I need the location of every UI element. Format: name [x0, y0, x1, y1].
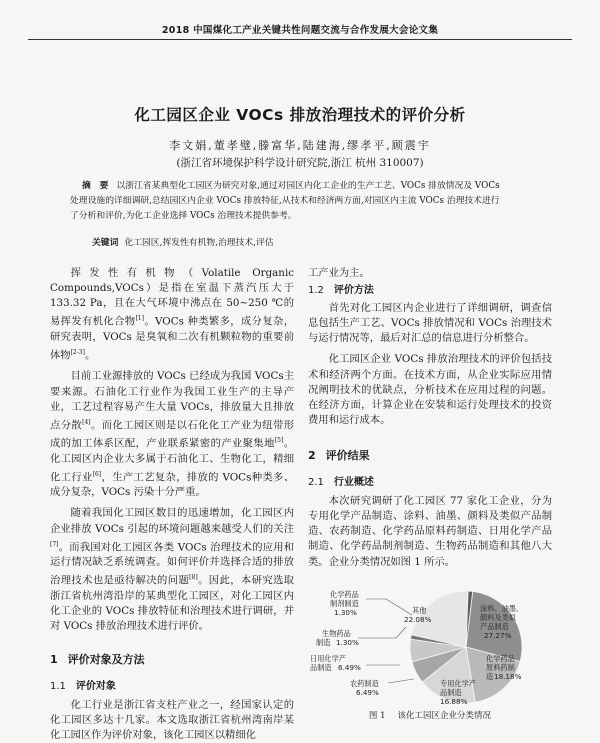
- label-pesticide: 农药制造: [350, 679, 379, 688]
- leader-pesticide: [388, 679, 414, 683]
- paragraph-object: 化工行业是浙江省支柱产业之一，经国家认定的化工园区多达十几家。本文选取浙江省杭州湾南岸某化工园区作为评价对象，该化工园区以精细化: [50, 699, 295, 742]
- label-coatings-3: 产品制造: [480, 622, 509, 631]
- leader-bio: [358, 627, 406, 638]
- label-special-pct: 16.88%: [440, 697, 468, 705]
- label-pesticide-pct: 6.49%: [356, 688, 379, 697]
- left-column: [50, 266, 294, 743]
- paragraph-continued: 工产业为主。: [308, 267, 370, 279]
- label-coatings-2: 颜料及类似: [480, 613, 516, 622]
- caption-text: 该化工园区企业分类情况: [397, 711, 492, 721]
- paragraph-motivation: 随着我国化工园区数目的迅速增加，化工园区内企业排放 VOCs 引起的环境问题越来越受人们的关注[7]。而我国对化工园区各类 VOCs 治理技术的应用和运行情况缺乏系统调查。如何评价并选择合适的排放治理技术也是亟待解决的问题[8]。因此，本研究选取浙江省杭州湾沿岸的某典型化工园区，对化工园区内化工企业的 VOCs 排放特征和治理技术进行调研，并对 VOCs 排放治理技术进行评价。: [50, 507, 295, 632]
- abstract-text: 以浙江省某典型化工园区为研究对象,通过对园区内化工企业的生产工艺、VOCs 排放情况及 VOCs: [116, 181, 500, 191]
- label-daily-1: 日用化学产: [310, 654, 346, 663]
- abstract-line-2: 处理设施的详细调研,总结园区内企业 VOCs 排放特征,从技术和经济两方面,对园区内主流 VOCs 治理技术进行: [70, 196, 500, 206]
- abstract: [70, 179, 532, 224]
- label-prep-pct: 1.30%: [334, 608, 357, 617]
- label-api-pct: 18.18%: [494, 672, 522, 681]
- label-prep-1: 化学药品: [330, 590, 359, 599]
- label-bio-1: 生物药品: [322, 629, 351, 638]
- paper-title: 化工园区企业 VOCs 排放治理技术的评价分析: [134, 106, 466, 124]
- paragraph-overview: 本次研究调研了化工园区 77 家化工企业，分为专用化学产品制造、涂料、油墨、颜料及类似产品制造、农药制造、化学药品原料药制造、日用化学产品制造、化学药品制剂制造、生物药品制造和其他八大类。企业分类情况如图 1 所示。: [308, 495, 553, 568]
- figure-1-caption: [308, 709, 552, 721]
- section-heading-2-1: 2.1 行业概述: [308, 477, 374, 489]
- label-api-3: 造: [486, 672, 494, 681]
- label-bio-2: 制造: [316, 638, 331, 647]
- label-prep-2: 制剂制造: [330, 599, 359, 608]
- label-other-pct: 22.08%: [404, 615, 432, 624]
- paragraph-intro: 挥发性有机物（Volatile Organic Compounds,VOCs）是指在室温下蒸汽压大于 133.32 Pa，且在大气环境中沸点在 50~250 ℃的易挥发有机化合物[1]。VOCs 种类繁多，成分复杂，研究表明，VOCs 是臭氧和二次有机颗粒物的重要前体物[2-3]。: [50, 267, 295, 362]
- abstract-label: 摘 要: [82, 181, 109, 191]
- label-special-2: 品制造: [440, 688, 462, 697]
- right-column: [308, 266, 552, 570]
- header-rule: [28, 39, 572, 40]
- figure-1-pie-chart: [308, 583, 552, 705]
- section-heading-2: 2 评价结果: [308, 448, 370, 462]
- paragraph-method-1: 首先对化工园区内企业进行了详细调研，调查信息包括生产工艺、VOCs 排放情况和 VOCs 治理技术与运行情况等，最后对汇总的信息进行分析整合。: [308, 302, 552, 345]
- running-head: 2018 中国煤化工产业关键共性问题交流与合作发展大会论文集: [161, 25, 439, 36]
- keywords-label: 关键词: [92, 238, 119, 248]
- leader-lines: [358, 599, 414, 683]
- paragraph-industry: 目前工业源排放的 VOCs 已经成为我国 VOCs主要来源。石油化工行业作为我国工业生产的主导产业，工艺过程容易产生大量 VOCs，排放量大且排放点分散[4]。而化工园区则是以石化化工产业为纽带形成的加工体系区配，产业联系紧密的产业聚集地[5]。化工园区内企业大多属于石油化工、生物化工，精细化工行业[6]，生产工艺复杂，排放的 VOCs种类多、成分复杂，VOCs 污染十分严重。: [50, 370, 295, 499]
- keywords: [92, 236, 532, 251]
- label-other: 其他: [412, 606, 427, 615]
- section-heading-1: 1 评价对象及方法: [50, 653, 145, 667]
- label-coatings-1: 涂料、油墨、: [480, 604, 524, 613]
- affiliation: (浙江省环境保护科学设计研究院,浙江 杭州 310007): [176, 157, 424, 169]
- label-bio-pct: 1.30%: [336, 638, 359, 647]
- label-daily-2: 品制造: [310, 663, 332, 672]
- leader-prep: [366, 599, 412, 615]
- label-api-2: 原料药制: [486, 663, 515, 672]
- paragraph-method-2: 化工园区企业 VOCs 排放治理技术的评价包括技术和经济两个方面。在技术方面，从企业实际应用情况阐明技术的优缺点，分析技术在应用过程的问题。在经济方面，计算企业在安装和运行处理技术的投资费用和运行成本。: [308, 353, 553, 426]
- label-daily-pct: 6.49%: [338, 663, 361, 672]
- section-heading-1-1: 1.1 评价对象: [50, 681, 116, 693]
- abstract-line-1: [70, 179, 532, 194]
- label-coatings-pct: 27.27%: [484, 631, 512, 640]
- caption-number: 图 1: [368, 711, 386, 721]
- section-heading-1-2: 1.2 评价方法: [308, 285, 374, 297]
- label-special-1: 专用化学产: [440, 679, 476, 688]
- abstract-line-3: 了分析和评价,为化工企业选择 VOCs 治理技术提供参考。: [70, 211, 297, 221]
- keywords-text: 化工园区,挥发性有机物,治理技术,评估: [124, 238, 274, 248]
- authors: 李文娟,董孝璧,滕富华,陆建海,缪孝平,顾震宇: [169, 139, 431, 152]
- label-api-1: 化学药品: [486, 654, 515, 663]
